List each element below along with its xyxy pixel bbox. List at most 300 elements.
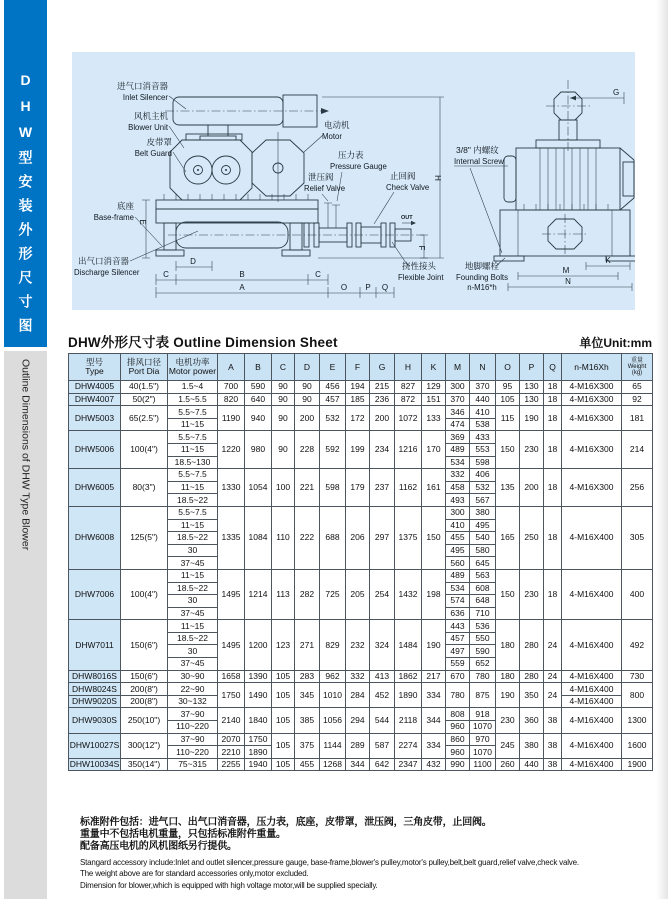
dim-k-cell: 217 — [422, 670, 446, 683]
col-header-dim-f: F — [346, 354, 370, 381]
dim-k-cell: 161 — [422, 469, 446, 507]
dim-h-cell: 1484 — [395, 620, 422, 670]
founding-bolt-spec-cell: 4-M16X400 — [562, 620, 622, 670]
dim-a-cell: 2255 — [218, 758, 245, 771]
dim-m-cell: 457 — [446, 632, 470, 645]
dim-h-cell: 1890 — [395, 683, 422, 708]
dim-m-cell: 493 — [446, 494, 470, 507]
motor-power-cell: 5.5~7.5 — [168, 431, 218, 444]
founding-bolt-spec-cell: 4-M16X300 — [562, 381, 622, 394]
dim-a-cell: 1330 — [218, 469, 245, 507]
dim-m-cell: 670 — [446, 670, 470, 683]
col-header-dim-a: A — [218, 354, 245, 381]
model-type-cell: DHW7011 — [69, 620, 121, 670]
dim-p-cell: 230 — [520, 569, 544, 619]
dim-k-cell: 190 — [422, 620, 446, 670]
dim-a-cell: 1495 — [218, 620, 245, 670]
dim-a-cell: 1220 — [218, 431, 245, 469]
weight-cell: 214 — [622, 431, 653, 469]
dim-d-cell: 222 — [295, 506, 320, 569]
dim-p-cell: 440 — [520, 758, 544, 771]
dim-a-cell: 2210 — [218, 746, 245, 759]
motor-power-cell: 11~15 — [168, 481, 218, 494]
dim-p-cell: 130 — [520, 393, 544, 406]
dim-g-cell: 413 — [370, 670, 395, 683]
motor-power-cell: 5.5~7.5 — [168, 506, 218, 519]
weight-cell: 1600 — [622, 733, 653, 758]
dim-letter-m: M — [562, 266, 570, 275]
port-dia-cell: 150(6") — [121, 620, 168, 670]
dim-q-cell: 38 — [544, 733, 562, 758]
dim-d-cell: 455 — [295, 758, 320, 771]
weight-cell: 305 — [622, 506, 653, 569]
founding-bolt-spec-cell: 4-M16X400 — [562, 758, 622, 771]
model-type-cell: DHW4007 — [69, 393, 121, 406]
dim-n-cell: 598 — [470, 456, 496, 469]
founding-bolt-spec-cell: 4-M16X400 — [562, 708, 622, 733]
port-dia-cell: 300(12") — [121, 733, 168, 758]
dim-n-cell: 875 — [470, 683, 496, 708]
dim-a-cell: 1190 — [218, 406, 245, 431]
dim-p-cell: 230 — [520, 431, 544, 469]
table-row — [69, 506, 653, 519]
dim-c-cell: 113 — [272, 569, 295, 619]
founding-bolt-spec-cell: 4-M16X400 — [562, 695, 622, 708]
label-check-valve-cn: 止回阀 — [390, 171, 416, 181]
dim-g-cell: 236 — [370, 393, 395, 406]
dim-o-cell: 245 — [496, 733, 520, 758]
dim-n-cell: 540 — [470, 532, 496, 545]
dim-g-cell: 324 — [370, 620, 395, 670]
label-flexible-joint-cn: 挠性接头 — [402, 261, 437, 271]
dim-m-cell: 559 — [446, 658, 470, 671]
page-edge-shadow — [656, 0, 668, 899]
motor-power-cell: 18.5~22 — [168, 632, 218, 645]
weight-cell: 65 — [622, 381, 653, 394]
label-discharge-silencer-en: Discharge Silencer — [74, 268, 140, 277]
dim-m-cell: 489 — [446, 443, 470, 456]
dim-n-cell: 1100 — [470, 758, 496, 771]
dim-n-cell: 780 — [470, 670, 496, 683]
dim-q-cell: 24 — [544, 683, 562, 708]
table-row — [69, 733, 653, 746]
weight-cell: 181 — [622, 406, 653, 431]
label-check-valve-en: Check Valve — [386, 183, 430, 192]
model-type-cell: DHW10027S — [69, 733, 121, 758]
dim-c-cell: 105 — [272, 758, 295, 771]
dim-n-cell: 970 — [470, 733, 496, 746]
label-internal-screw-en: Internal Screw — [454, 157, 504, 166]
dim-f-cell: 185 — [346, 393, 370, 406]
dim-c-cell: 105 — [272, 670, 295, 683]
dim-f-cell: 294 — [346, 708, 370, 733]
founding-bolt-spec-cell: 4-M16X400 — [562, 569, 622, 619]
label-inlet-silencer-en: Inlet Silencer — [122, 93, 168, 102]
model-type-cell: DHW8024S — [69, 683, 121, 696]
dim-e-cell: 457 — [320, 393, 346, 406]
table-row — [69, 406, 653, 419]
dim-q-cell: 24 — [544, 620, 562, 670]
model-type-cell: DHW5003 — [69, 406, 121, 431]
motor-power-cell: 5.5~7.5 — [168, 406, 218, 419]
dim-n-cell: 652 — [470, 658, 496, 671]
motor-power-cell: 30 — [168, 544, 218, 557]
motor-power-cell: 30~90 — [168, 670, 218, 683]
dim-k-cell: 151 — [422, 393, 446, 406]
table-row — [69, 758, 653, 771]
dim-n-cell: 918 — [470, 708, 496, 721]
dim-n-cell: 380 — [470, 506, 496, 519]
dim-p-cell: 380 — [520, 733, 544, 758]
dim-b-cell: 1890 — [245, 746, 272, 759]
label-internal-screw-cn: 3/8" 内螺纹 — [456, 145, 499, 155]
dim-o-cell: 180 — [496, 620, 520, 670]
dim-f-cell: 205 — [346, 569, 370, 619]
dim-o-cell: 135 — [496, 469, 520, 507]
dim-e-cell: 532 — [320, 406, 346, 431]
dim-b-cell: 1054 — [245, 469, 272, 507]
dim-p-cell: 200 — [520, 469, 544, 507]
dim-letter-c2: C — [315, 270, 321, 279]
dim-c-cell: 90 — [272, 431, 295, 469]
table-row — [69, 683, 653, 696]
dim-o-cell: 180 — [496, 670, 520, 683]
dim-letter-a: A — [239, 283, 245, 292]
label-belt-guard-cn: 皮带罩 — [146, 137, 172, 147]
dim-m-cell: 560 — [446, 557, 470, 570]
col-header-dim-m: M — [446, 354, 470, 381]
dim-p-cell: 280 — [520, 620, 544, 670]
dim-n-cell: 590 — [470, 645, 496, 658]
dim-m-cell: 780 — [446, 683, 470, 708]
label-base-frame-cn: 底座 — [116, 201, 134, 211]
dim-c-cell: 105 — [272, 683, 295, 708]
label-pressure-gauge-en: Pressure Gauge — [330, 162, 387, 171]
motor-power-cell: 22~90 — [168, 683, 218, 696]
port-dia-cell: 125(5") — [121, 506, 168, 569]
dim-k-cell: 344 — [422, 708, 446, 733]
weight-cell: 400 — [622, 569, 653, 619]
model-type-cell: DHW9020S — [69, 695, 121, 708]
dim-d-cell: 283 — [295, 670, 320, 683]
dim-h-cell: 872 — [395, 393, 422, 406]
label-founding-bolts-en: Founding Bolts — [455, 273, 509, 282]
dim-k-cell: 334 — [422, 733, 446, 758]
dim-b-cell: 940 — [245, 406, 272, 431]
dim-n-cell: 580 — [470, 544, 496, 557]
dim-f-cell: 284 — [346, 683, 370, 708]
dim-e-cell: 1144 — [320, 733, 346, 758]
dim-letter-f: F — [417, 245, 426, 251]
dim-p-cell: 350 — [520, 683, 544, 708]
dim-e-cell: 725 — [320, 569, 346, 619]
dim-g-cell: 642 — [370, 758, 395, 771]
col-header-dim-k: K — [422, 354, 446, 381]
motor-power-cell: 18.5~130 — [168, 456, 218, 469]
motor-power-cell: 5.5~7.5 — [168, 469, 218, 482]
table-row — [69, 708, 653, 721]
table-body — [69, 381, 653, 771]
dim-c-cell: 105 — [272, 733, 295, 758]
dim-d-cell: 228 — [295, 431, 320, 469]
dim-q-cell: 18 — [544, 469, 562, 507]
dim-e-cell: 1056 — [320, 708, 346, 733]
port-dia-cell: 150(6") — [121, 670, 168, 683]
dim-p-cell: 250 — [520, 506, 544, 569]
dim-p-cell: 190 — [520, 406, 544, 431]
dim-o-cell: 105 — [496, 393, 520, 406]
col-header-dim-q: Q — [544, 354, 562, 381]
dim-e-cell: 456 — [320, 381, 346, 394]
col-header-dim-g: G — [370, 354, 395, 381]
dim-m-cell: 960 — [446, 721, 470, 734]
weight-cell: 1900 — [622, 758, 653, 771]
model-type-cell: DHW4005 — [69, 381, 121, 394]
dim-a-cell: 1495 — [218, 569, 245, 619]
port-dia-cell: 100(4") — [121, 569, 168, 619]
label-relief-valve-cn: 泄压阀 — [308, 172, 334, 182]
dim-k-cell: 170 — [422, 431, 446, 469]
dim-m-cell: 495 — [446, 544, 470, 557]
dim-c-cell: 110 — [272, 506, 295, 569]
port-dia-cell: 200(8") — [121, 683, 168, 696]
dim-h-cell: 1216 — [395, 431, 422, 469]
motor-power-cell: 1.5~5.5 — [168, 393, 218, 406]
sidebar-banner-cn — [4, 0, 47, 347]
dim-q-cell: 18 — [544, 569, 562, 619]
motor-power-cell: 11~15 — [168, 418, 218, 431]
header-row — [69, 354, 653, 381]
dim-m-cell: 332 — [446, 469, 470, 482]
dim-d-cell: 385 — [295, 708, 320, 733]
model-type-cell: DHW7006 — [69, 569, 121, 619]
dim-f-cell: 289 — [346, 733, 370, 758]
table-row — [69, 469, 653, 482]
dim-p-cell: 130 — [520, 381, 544, 394]
table-row — [69, 620, 653, 633]
dim-f-cell: 172 — [346, 406, 370, 431]
dim-k-cell: 198 — [422, 569, 446, 619]
dim-n-cell: 495 — [470, 519, 496, 532]
motor-power-cell: 37~90 — [168, 708, 218, 721]
col-header-motor-power: 电机功率 Motor power — [168, 354, 218, 381]
col-header-dim-o: O — [496, 354, 520, 381]
weight-cell: 492 — [622, 620, 653, 670]
port-dia-cell: 65(2.5") — [121, 406, 168, 431]
port-dia-cell: 350(14") — [121, 758, 168, 771]
dim-letter-b: B — [239, 270, 245, 279]
out-label: OUT — [401, 215, 413, 221]
label-blower-unit-cn: 风机主机 — [133, 111, 168, 121]
col-header-dim-e: E — [320, 354, 346, 381]
dim-n-cell: 563 — [470, 569, 496, 582]
founding-bolt-spec-cell: 4-M16X300 — [562, 393, 622, 406]
dim-n-cell: 645 — [470, 557, 496, 570]
col-header-bolts: n-M16Xh — [562, 354, 622, 381]
port-dia-cell: 250(10") — [121, 708, 168, 733]
footnote-cn-1: 标准附件包括：进气口、出气口消音器，压力表，底座，皮带罩，泄压阀，三角皮带，止回阀。 — [80, 817, 492, 828]
weight-cell: 256 — [622, 469, 653, 507]
footnote-en-1: Stangard accessory include:Inlet and outlet silencer,pressure gauge, base-frame,blower's pulley,motor's pulley,belt,belt guard,relief valve,check valve. — [80, 857, 579, 867]
dim-letter-d: D — [190, 257, 196, 266]
table-header — [69, 354, 653, 381]
port-dia-cell: 200(8") — [121, 695, 168, 708]
dim-n-cell: 1070 — [470, 746, 496, 759]
weight-cell: 800 — [622, 683, 653, 708]
dim-k-cell: 129 — [422, 381, 446, 394]
founding-bolt-spec-cell: 4-M16X300 — [562, 431, 622, 469]
dim-g-cell: 234 — [370, 431, 395, 469]
dim-b-cell: 1840 — [245, 708, 272, 733]
dim-d-cell: 90 — [295, 381, 320, 394]
dim-q-cell: 18 — [544, 506, 562, 569]
dim-p-cell: 280 — [520, 670, 544, 683]
dim-d-cell: 200 — [295, 406, 320, 431]
dim-n-cell: 648 — [470, 595, 496, 608]
dim-o-cell: 150 — [496, 569, 520, 619]
model-type-cell: DHW8016S — [69, 670, 121, 683]
dim-a-cell: 2140 — [218, 708, 245, 733]
dim-letter-n: N — [565, 277, 571, 286]
label-blower-unit-en: Blower Unit — [128, 123, 168, 132]
dim-d-cell: 282 — [295, 569, 320, 619]
dim-p-cell: 360 — [520, 708, 544, 733]
dim-n-cell: 440 — [470, 393, 496, 406]
dim-c-cell: 123 — [272, 620, 295, 670]
dim-c-cell: 105 — [272, 708, 295, 733]
dim-f-cell: 206 — [346, 506, 370, 569]
dim-h-cell: 1375 — [395, 506, 422, 569]
motor-power-cell: 30~132 — [168, 695, 218, 708]
motor-power-cell: 18.5~22 — [168, 532, 218, 545]
port-dia-cell: 50(2") — [121, 393, 168, 406]
dim-n-cell: 550 — [470, 632, 496, 645]
table-row — [69, 569, 653, 582]
dim-n-cell: 538 — [470, 418, 496, 431]
dim-n-cell: 567 — [470, 494, 496, 507]
motor-power-cell: 37~45 — [168, 658, 218, 671]
motor-power-cell: 30 — [168, 645, 218, 658]
weight-cell: 92 — [622, 393, 653, 406]
dim-e-cell: 962 — [320, 670, 346, 683]
dim-n-cell: 406 — [470, 469, 496, 482]
dim-m-cell: 489 — [446, 569, 470, 582]
label-motor-cn: 电动机 — [324, 120, 350, 130]
dim-b-cell: 1490 — [245, 683, 272, 708]
col-header-port-dia: 排风口径 Port Dia — [121, 354, 168, 381]
dim-n-cell: 532 — [470, 481, 496, 494]
label-founding-bolts-spec: n-M16*h — [467, 283, 497, 292]
founding-bolt-spec-cell: 4-M16X400 — [562, 506, 622, 569]
dim-q-cell: 18 — [544, 431, 562, 469]
label-flexible-joint-en: Flexible Joint — [398, 273, 444, 282]
outline-drawing — [72, 52, 635, 310]
table-title-row — [68, 331, 652, 351]
dim-n-cell: 410 — [470, 406, 496, 419]
sidebar-title-cn: DHW型安装外形尺寸图 — [17, 72, 34, 342]
dim-e-cell: 829 — [320, 620, 346, 670]
table-row — [69, 393, 653, 406]
dim-letter-h: H — [433, 175, 442, 181]
col-header-dim-n: N — [470, 354, 496, 381]
dim-e-cell: 1268 — [320, 758, 346, 771]
dim-m-cell: 534 — [446, 456, 470, 469]
footnote-cn-2: 重量中不包括电机重量，只包括标准附件重量。 — [80, 829, 286, 841]
dim-m-cell: 443 — [446, 620, 470, 633]
dim-b-cell: 1750 — [245, 733, 272, 746]
unit-label: 单位Unit:mm — [579, 336, 652, 350]
dim-m-cell: 410 — [446, 519, 470, 532]
dim-h-cell: 1072 — [395, 406, 422, 431]
dim-f-cell: 194 — [346, 381, 370, 394]
dim-k-cell: 432 — [422, 758, 446, 771]
dim-o-cell: 260 — [496, 758, 520, 771]
col-header-weight: 重量 Weight (kg) — [622, 354, 653, 381]
dim-q-cell: 18 — [544, 393, 562, 406]
col-header-type: 型号 Type — [69, 354, 121, 381]
model-type-cell: DHW6008 — [69, 506, 121, 569]
dim-a-cell: 2070 — [218, 733, 245, 746]
dim-c-cell: 100 — [272, 469, 295, 507]
founding-bolt-spec-cell: 4-M16X300 — [562, 406, 622, 431]
dim-n-cell: 553 — [470, 443, 496, 456]
motor-pulley-hatch — [623, 162, 634, 196]
founding-bolt-spec-cell: 4-M16X400 — [562, 670, 622, 683]
sheet-title: DHW外形尺寸表 Outline Dimension Sheet — [68, 335, 338, 350]
motor-power-cell: 18.5~22 — [168, 494, 218, 507]
dim-letter-o: O — [340, 283, 348, 292]
label-belt-guard-en: Belt Guard — [134, 149, 172, 158]
port-dia-cell: 80(3") — [121, 469, 168, 507]
dim-n-cell: 433 — [470, 431, 496, 444]
dim-m-cell: 574 — [446, 595, 470, 608]
footnote-cn-3: 配备高压电机的风机图纸另行提供。 — [80, 841, 237, 853]
dim-b-cell: 640 — [245, 393, 272, 406]
dim-letter-g: G — [613, 88, 620, 97]
dim-g-cell: 587 — [370, 733, 395, 758]
dim-f-cell: 344 — [346, 758, 370, 771]
dim-q-cell: 24 — [544, 670, 562, 683]
motor-power-cell: 37~45 — [168, 607, 218, 620]
dim-b-cell: 980 — [245, 431, 272, 469]
model-type-cell: DHW6005 — [69, 469, 121, 507]
dim-m-cell: 300 — [446, 506, 470, 519]
dim-o-cell: 115 — [496, 406, 520, 431]
dim-b-cell: 1940 — [245, 758, 272, 771]
dim-m-cell: 346 — [446, 406, 470, 419]
table-row — [69, 381, 653, 394]
dim-h-cell: 2274 — [395, 733, 422, 758]
dim-g-cell: 237 — [370, 469, 395, 507]
dim-g-cell: 215 — [370, 381, 395, 394]
dim-c-cell: 90 — [272, 381, 295, 394]
dim-d-cell: 271 — [295, 620, 320, 670]
dim-m-cell: 860 — [446, 733, 470, 746]
dim-e-cell: 592 — [320, 431, 346, 469]
table-row — [69, 431, 653, 444]
dim-b-cell: 1200 — [245, 620, 272, 670]
weight-cell: 1300 — [622, 708, 653, 733]
dim-m-cell: 497 — [446, 645, 470, 658]
dim-m-cell: 370 — [446, 393, 470, 406]
inlet-arrow-icon — [321, 108, 329, 114]
dim-k-cell: 150 — [422, 506, 446, 569]
motor-power-cell: 37~45 — [168, 557, 218, 570]
dim-g-cell: 452 — [370, 683, 395, 708]
port-dia-cell: 100(4") — [121, 431, 168, 469]
dim-g-cell: 544 — [370, 708, 395, 733]
model-type-cell: DHW10034S — [69, 759, 120, 770]
